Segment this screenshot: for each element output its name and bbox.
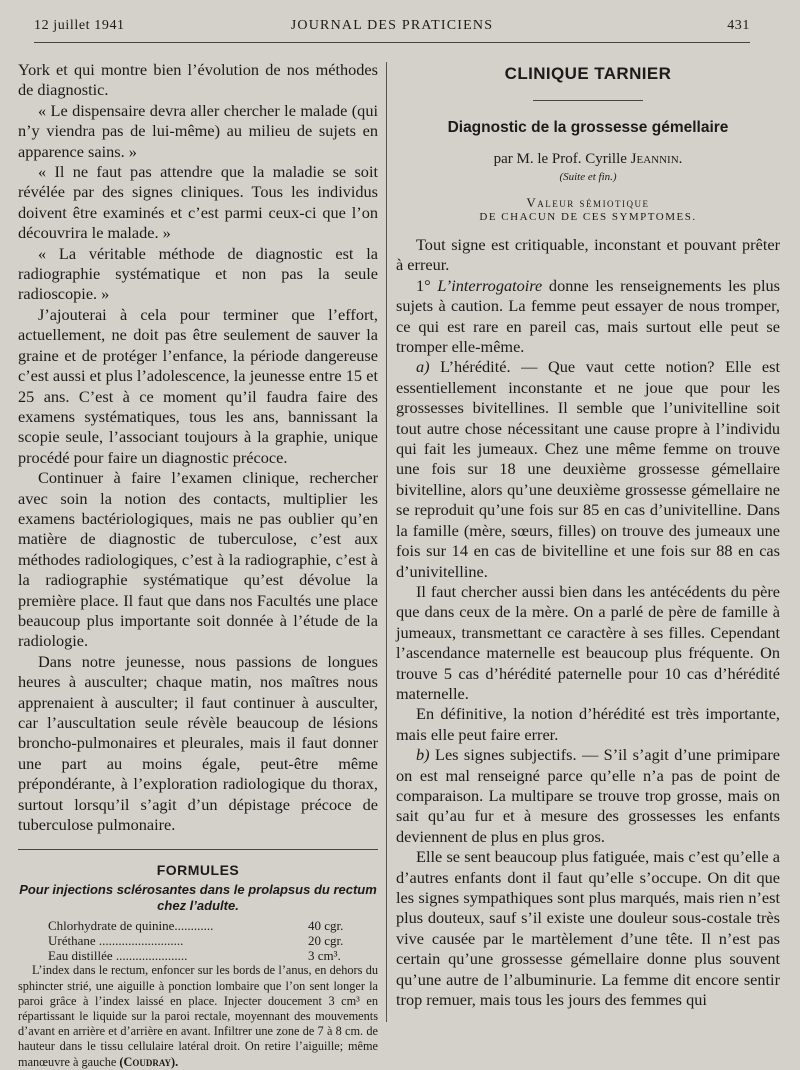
paragraph bbox=[396, 357, 780, 581]
formules-subtitle: Pour injections sclérosantes dans le prolapsus du rectum chez l’adulte. bbox=[19, 882, 377, 914]
ingredient-qty: 40 cgr. bbox=[308, 918, 344, 934]
paragraph-text: L’hérédité. — Que vaut cette notion? Elle est essentiellement inconstante et ne joue que pour les grossesses bivitellines. Il semble que l’univitelline soit tout autre chose nécessitant une cause propre à l’individu qui fait les jumeaux. Chez une même femme on trouve une fois sur 18 une deuxième grossesse gémellaire bivitelline, alors qu’une deuxième grossesse gémellaire ne se reproduit qu’une fois sur 85 en cas d’univitelline. Dans la famille (mère, sœurs, filles) on trouve des jumeaux une fois sur 14 en cas de bivitelline et une fois sur 88 en cas d’univitelline. bbox=[396, 357, 780, 581]
ingredient-name: Chlorhydrate de quinine............ bbox=[48, 918, 214, 934]
left-column bbox=[18, 60, 378, 1070]
paragraph: Elle se sent beaucoup plus fatiguée, mais c’est qu’elle a d’autres enfants dont il faut qu’elle s’occupe. On dit que les signes sympathiques sont plus marqués, mais rien n’est plus douteux, sauf s’il existe une douleur sous-costale très vive causée par le martèlement d’une tête. Il n’est pas certain qu’une grossesse gémellaire donne plus souvent qu’une autre de l’albuminurie. La femme dit encore sentir trop remuer, mais tous les jours des femmes qui bbox=[396, 847, 780, 1010]
byline-prefix: par M. le Prof. Cyrille bbox=[493, 151, 627, 167]
paragraph: Dans notre jeunesse, nous passions de longues heures à ausculter; chaque matin, nos maîtres nous apprenaient à ausculter; il faut continuer à ausculter, car l’auscultation seule révèle beaucoup de lésions broncho-pulmonaires et pleurales, mais il faut donner une part au moins égale, peut-être même prépondérante, à l’exploration radiologique du thorax, surtout lorsqu’il s’agit d’un dépistage précoce de tuberculose pulmonaire. bbox=[18, 651, 378, 835]
paragraph: « Le dispensaire devra aller chercher le malade (qui n’y viendra pas de lui-même) au milieu de sujets en apparence sains. » bbox=[18, 100, 378, 161]
paragraph: Il faut chercher aussi bien dans les antécédents du père que dans ceux de la mère. On a parlé de père de famille à jumeaux, transmettant ce caractère à ses filles. Cependant l’ascendance maternelle est beaucoup plus fréquente. On trouve 5 cas d’hérédité paternelle pour 10 cas d’hérédité maternelle. bbox=[396, 581, 780, 703]
formules-author: (Coudray). bbox=[119, 1054, 179, 1069]
formules-instructions bbox=[18, 963, 378, 1069]
issue-date: 12 juillet 1941 bbox=[34, 18, 125, 33]
paragraph: Continuer à faire l’examen clinique, rechercher avec soin la notion des contacts, multiplier les examens bactériologiques, mais ne pas oublier qu’en matière de diagnostic de tuberculose, c’est aux méthodes radiologiques, c’est à la radiographie, c’est à la radiographie systématique qu’est dévolue la première place. Il faut que dans nos Facultés une place beaucoup plus importante soit donnée à l’étude de la radiologie. bbox=[18, 468, 378, 651]
item-letter: a) bbox=[416, 357, 441, 377]
paragraph: Tout signe est critiquable, inconstant et pouvant prêter à erreur. bbox=[396, 235, 780, 275]
paragraph: « Il ne faut pas attendre que la maladie se soit révélée par des signes cliniques. Tous les individus doivent être examinés et c’est parmi ceux-ci que l’on découvrira le malade. » bbox=[18, 162, 378, 243]
paragraph: York et qui montre bien l’évolution de nos méthodes de diagnostic. bbox=[18, 60, 378, 100]
emphasis: L’interrogatoire bbox=[437, 275, 543, 295]
article-title: Diagnostic de la grossesse gémellaire bbox=[447, 119, 729, 136]
paragraph bbox=[396, 276, 780, 358]
subheading: Valeur sémiotique bbox=[526, 195, 650, 210]
item-number: 1° bbox=[416, 275, 438, 295]
paragraph: J’ajouterai à cela pour terminer que l’effort, actuellement, ne doit pas être seulement de sauver la graine et de protéger l’enfance, la période dangereuse c’est aussi et plus l’adolescence, la jeunesse entre 15 et 25 ans. C’est à ce moment qu’il faudra faire des examens systématiques, tous les ans, bannissant la scopie seule, l’associant toujours à la graphie, unique procédé pour faire un diagnostic précoce. bbox=[18, 304, 378, 467]
section-heading: CLINIQUE TARNIER bbox=[504, 64, 672, 83]
section-rule bbox=[18, 849, 378, 850]
formules-heading: FORMULES bbox=[156, 862, 240, 879]
paragraph-text: donne les renseignements les plus sujets à caution. La femme peut essayer de nous tromper, ce qui est rare en pareil cas, mais surtout elle peut se tromper elle-même. bbox=[396, 275, 780, 357]
ingredient-name: Uréthane .......................... bbox=[48, 933, 184, 949]
paragraph bbox=[396, 745, 780, 847]
ingredient-qty: 3 cm³. bbox=[308, 948, 341, 964]
subheading-line-2: DE CHACUN DE CES SYMPTOMES. bbox=[479, 211, 697, 223]
ingredient-qty: 20 cgr. bbox=[308, 933, 344, 949]
item-letter: b) bbox=[416, 745, 435, 765]
paragraph-text: Les signes subjectifs. — S’il s’agit d’une primipare on est mal renseigné parce qu’elle n’a pas de point de comparaison. La multipare se trouve trop grosse, mais on sait qu’au fur et à mesure des grossesses les enfants deviennent de plus en plus gros. bbox=[396, 745, 780, 846]
ingredient-row bbox=[18, 933, 378, 948]
paragraph: En définitive, la notion d’hérédité est très importante, mais elle peut faire errer. bbox=[396, 704, 780, 744]
page-header bbox=[34, 12, 750, 43]
byline bbox=[396, 151, 780, 168]
author-name: Jeannin. bbox=[630, 151, 683, 167]
journal-title: JOURNAL DES PRATICIENS bbox=[290, 18, 494, 33]
instructions-text: L’index dans le rectum, enfoncer sur les bords de l’anus, en dehors du sphincter strié, une aiguille à ponction lombaire que l’on sent longer la paroi grâce à l’index laissé en place. Injecter doucement 3 cm³ en répartissant le liquide sur la paroi rectale, moyennant des mouvements d’avant en arrière et d’arrière en avant. Infiltrer une zone de 7 à 8 cm. de hauteur dans le tissu cellulaire latéral droit. On retire l’aiguille; même manœuvre à gauche bbox=[18, 963, 378, 1069]
paragraph: « La véritable méthode de diagnostic est la radiographie systématique et non pas la seule radioscopie. » bbox=[18, 243, 378, 304]
heading-rule bbox=[533, 100, 643, 101]
ingredient-row bbox=[18, 918, 378, 933]
column-divider bbox=[386, 62, 387, 1022]
ingredient-row bbox=[18, 948, 378, 963]
continuation-note: (Suite et fin.) bbox=[559, 171, 617, 183]
right-column bbox=[396, 60, 780, 1010]
ingredient-name: Eau distillée ...................... bbox=[48, 948, 188, 964]
page-number: 431 bbox=[727, 18, 750, 33]
